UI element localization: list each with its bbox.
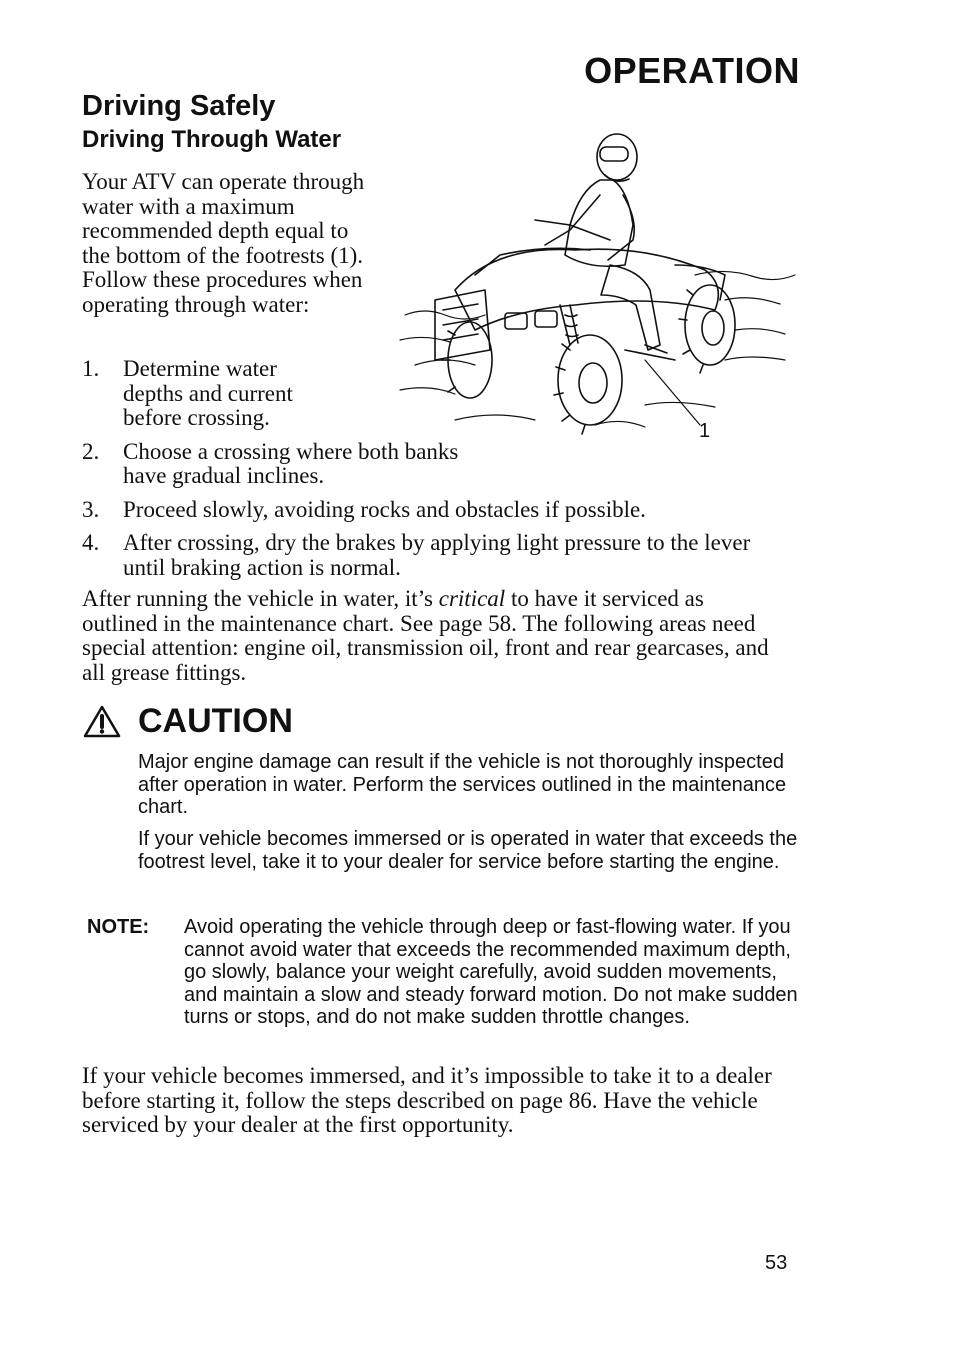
list-item-text: After crossing, dry the brakes by applying light pressure to the lever until braking action is normal.	[123, 530, 751, 580]
figure-callout-label: 1	[699, 420, 711, 442]
section-header: OPERATION	[584, 50, 800, 91]
list-item-text: Determine water depths and current before crossing.	[123, 356, 293, 430]
warning-triangle-icon	[82, 704, 122, 740]
caution-label: CAUTION	[138, 702, 293, 740]
list-item-number: 3.	[82, 496, 100, 522]
final-paragraph: If your vehicle becomes immersed, and it’s impossible to take it to a dealer before starting it, follow the steps described on page 86. Have the vehicle serviced by your dealer at the first opportunity.	[82, 1063, 772, 1137]
note-text: Avoid operating the vehicle through deep or fast-flowing water. If you cannot avoid water that exceeds the recommended maximum depth, go slowly, balance your weight carefully, avoid sudden movements, and maintain a slow and steady forward motion. Do not make sudden turns or stops, and do not make sudden throttle changes.	[184, 916, 798, 1028]
page-number: 53	[765, 1252, 788, 1274]
list-item-number: 4.	[82, 530, 100, 555]
list-item-text: Choose a crossing where both banks have gradual inclines.	[123, 438, 459, 488]
after-emphasis: critical	[438, 586, 506, 611]
page-subtitle: Driving Through Water	[82, 126, 342, 153]
after-text-end: to have it serviced as outlined in the maintenance chart. See page 58. The following areas need special attention: engine oil, transmission oil, front and rear gearcases, and all grease fittings.	[82, 586, 769, 685]
list-item-number: 2.	[82, 438, 100, 464]
list-item-text: Proceed slowly, avoiding rocks and obstacles if possible.	[123, 496, 646, 522]
atv-rider-in-water-illustration	[395, 125, 805, 445]
list-item	[82, 357, 333, 431]
caution-paragraph: Major engine damage can result if the vehicle is not thoroughly inspected after operation in water. Perform the services outlined in the maintenance chart.	[138, 751, 787, 818]
intro-paragraph: Your ATV can operate through water with a maximum recommended depth equal to the bottom of the footrests (1). Follow these procedures when operating through water:	[82, 169, 365, 317]
caution-heading	[82, 702, 293, 741]
list-item	[82, 531, 783, 580]
list-item	[82, 440, 503, 489]
list-item-number: 1.	[82, 356, 100, 381]
caution-paragraph: If your vehicle becomes immersed or is operated in water that exceeds the footrest level, take it to your dealer for service before starting the engine.	[138, 828, 798, 873]
list-item	[82, 498, 783, 523]
page-title: Driving Safely	[82, 90, 276, 122]
note-label: NOTE:	[87, 916, 150, 938]
after-paragraph	[82, 587, 782, 685]
after-text-start: After running the vehicle in water, it’s	[82, 586, 439, 611]
